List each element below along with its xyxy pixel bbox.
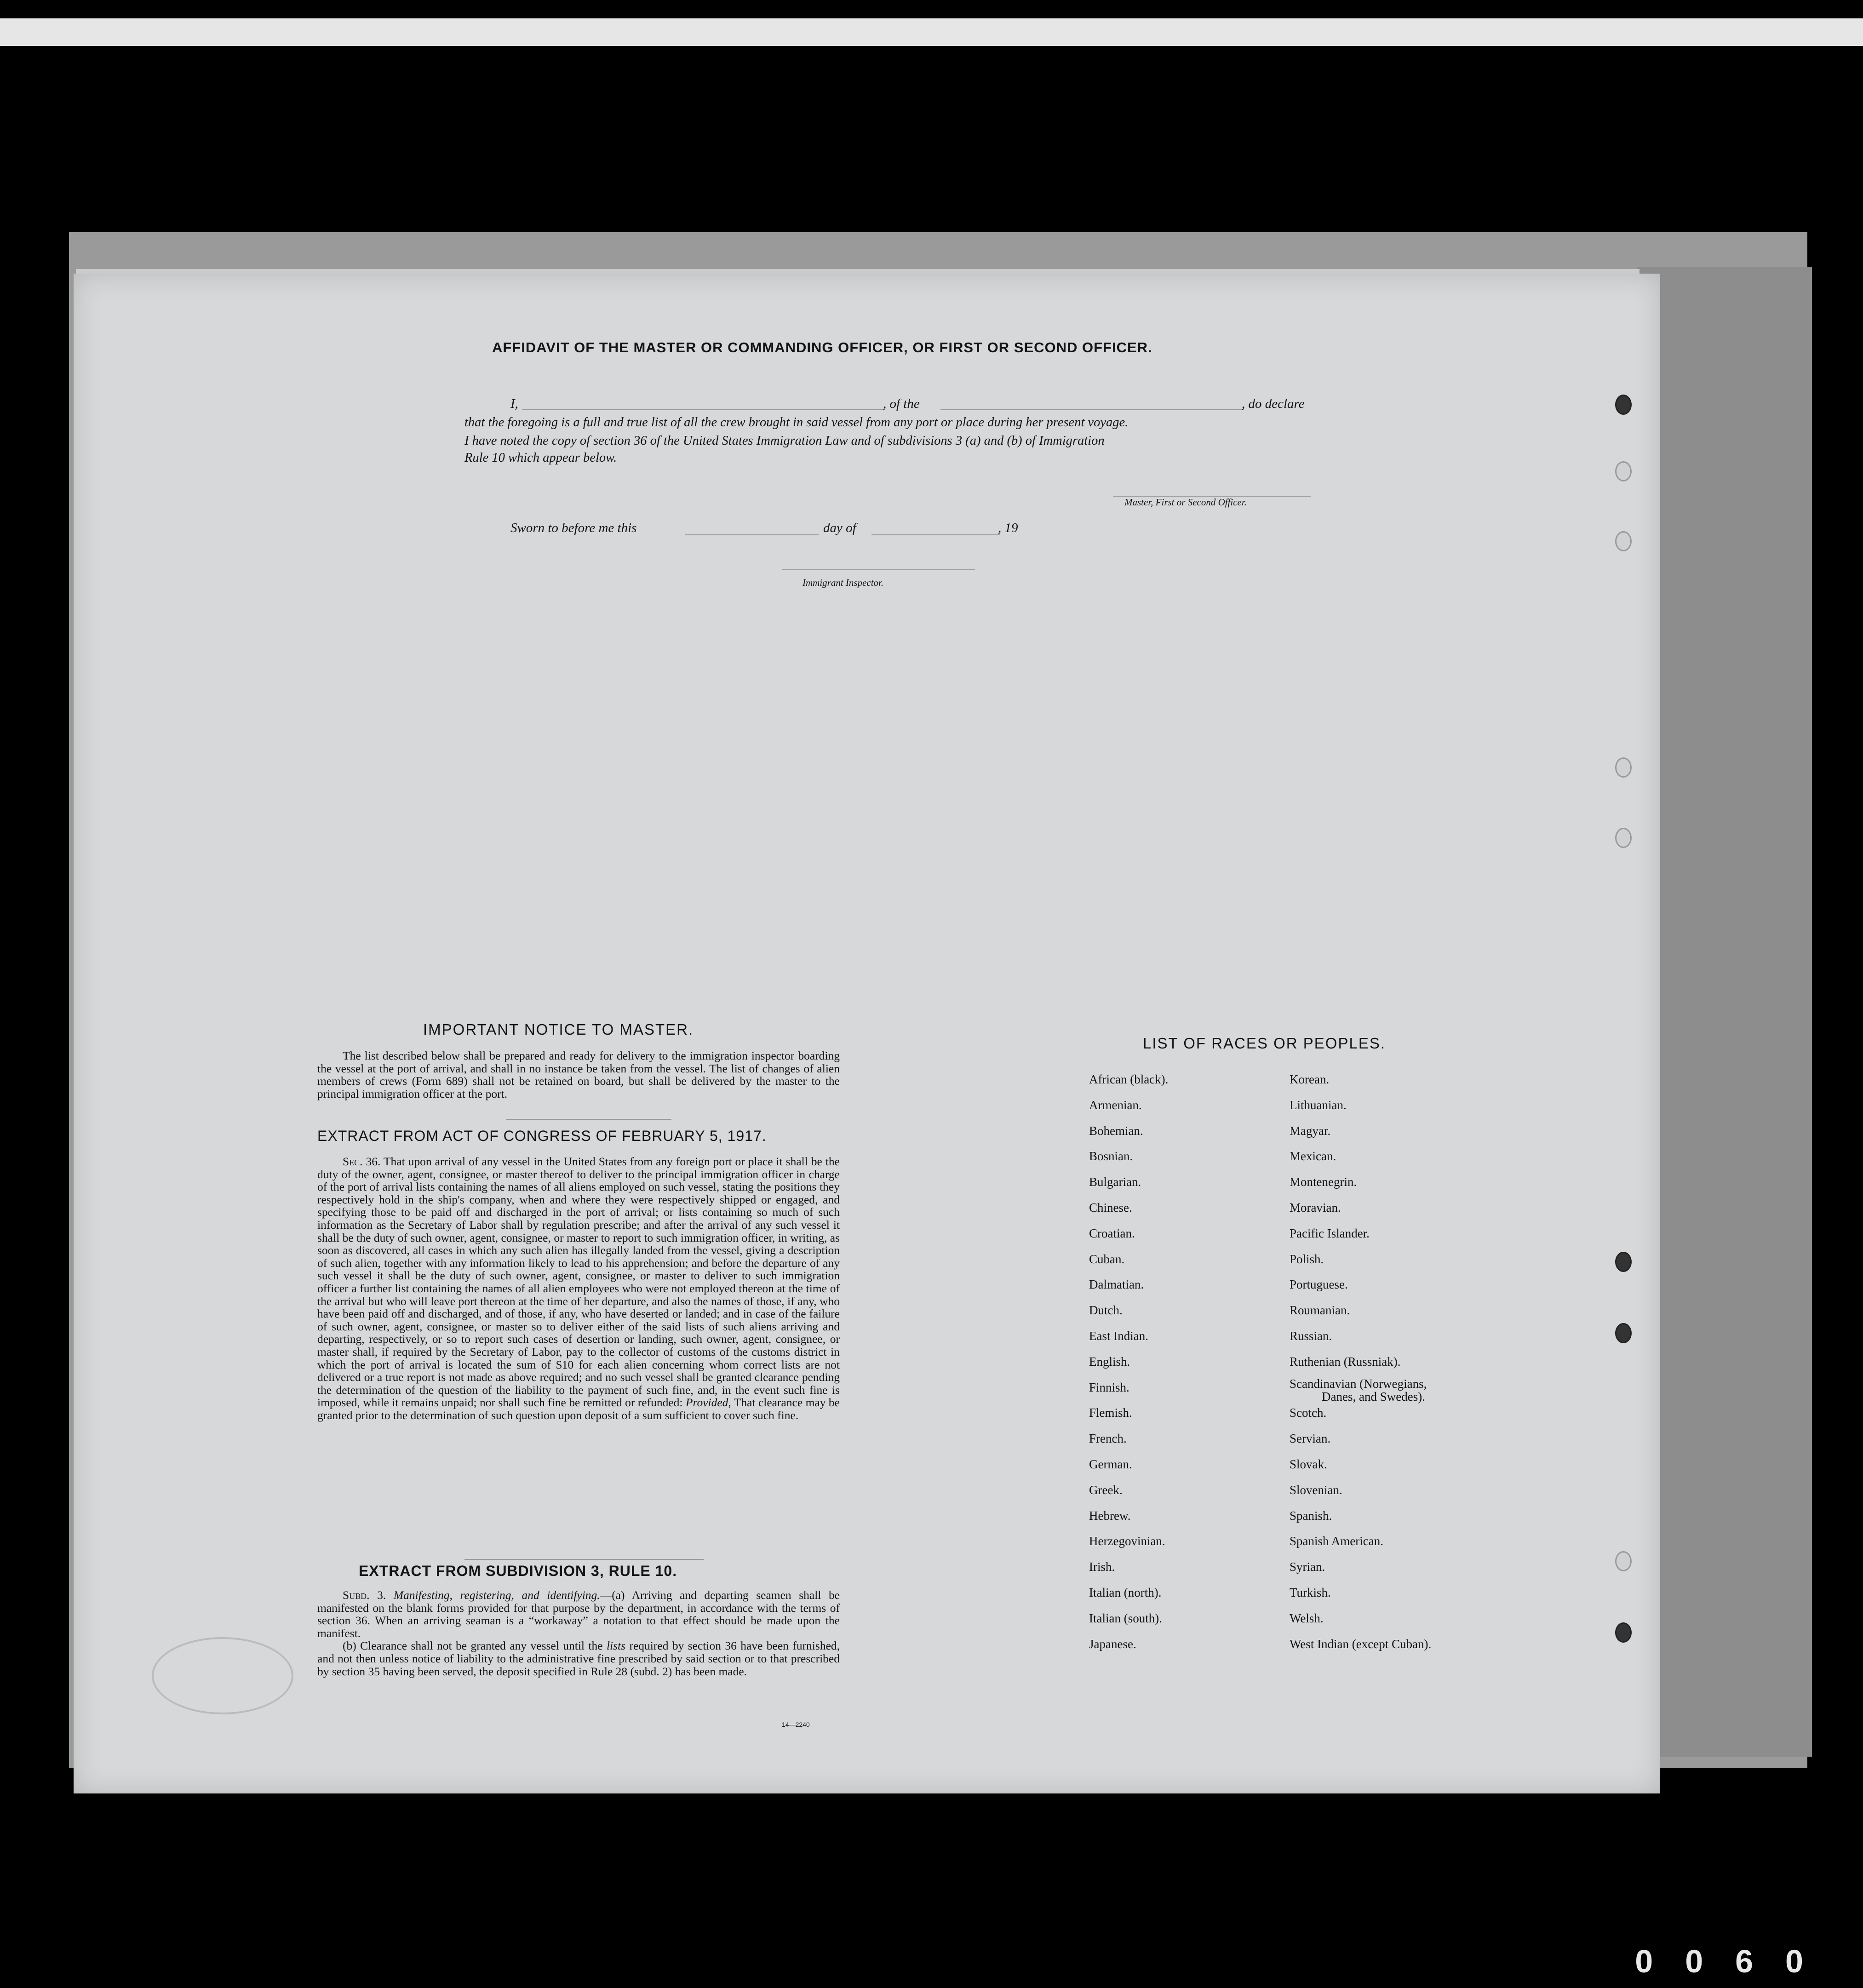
lists-word: lists (606, 1639, 626, 1653)
race-item: Welsh. (1290, 1611, 1324, 1625)
back-sheet-edge (1637, 267, 1812, 1757)
inspector-signature-line (782, 569, 975, 570)
race-item: Servian. (1290, 1432, 1331, 1446)
race-item: African (black). (1089, 1072, 1169, 1086)
film-strip (0, 18, 1863, 46)
notice-text (317, 1049, 840, 1100)
divider (506, 1119, 671, 1120)
binder-hole (1615, 1252, 1632, 1272)
race-item: Greek. (1089, 1483, 1123, 1497)
race-item: Bohemian. (1089, 1123, 1143, 1138)
race-item: Hebrew. (1089, 1508, 1131, 1523)
race-item: East Indian. (1089, 1329, 1148, 1343)
race-item: Montenegrin. (1290, 1175, 1357, 1189)
affidavit-line1-declare: , do declare (1242, 396, 1305, 411)
race-item: Bulgarian. (1089, 1175, 1141, 1189)
binder-hole (1615, 395, 1632, 415)
act-text-a: That upon arrival of any vessel in the United States from any foreign port or place it shall be the duty of the owner, agent, consignee, or master thereof to deliver to the principal immigration officer in charge of the port of arrival lists containing the names of all aliens employed on such vessel, stating the positions they respectively hold in the ship's company, when and where they were respectively shipped or engaged, and specifying those to be paid off and discharged in the port of arrival; or lists containing so much of such information as the Secretary of Labor shall by regulation prescribe; and after the arrival of any such vessel it shall be the duty of such owner, agent, consignee, or master to report to such immigration officer, in writing, as soon as discovered, all cases in which any such alien has illegally landed from the vessel, giving a description of such alien, together with any information likely to lead to his apprehension; and before the departure of any such vessel it shall be the duty of such owner, agent, consignee, or master to deliver to such immigration officer a further list containing the names of all alien employees who were not employed thereon at the time of the arrival but who will leave port thereon at the time of her departure, and also the names of those, if any, who have been paid off and discharged, and of those, if any, who have deserted or landed; and in case of the failure of such owner, agent, consignee, or master so to deliver either of the said lists of such aliens arriving and departing, respectively, or so to report such cases of desertion or landing, such owner, agent, consignee, or master shall, if required by the Secretary of Labor, pay to the collector of customs of the customs district in which the port of arrival is located the sum of $10 for each alien concerning whom correct lists are not delivered or a true report is not made as above required; and no such vessel shall be granted clearance pending the determination of the question of the liability to the payment of such fine, and, in the event such fine is imposed, while it remains unpaid; nor shall such fine be remitted or refunded: (317, 1155, 840, 1409)
race-item: Magyar. (1290, 1123, 1331, 1138)
act-title: EXTRACT FROM ACT OF CONGRESS OF FEBRUARY 5, 1917. (317, 1128, 767, 1144)
affidavit-line4: Rule 10 which appear below. (464, 451, 617, 465)
race-item: Spanish American. (1290, 1534, 1383, 1548)
affidavit-line1-i: I, (510, 396, 518, 411)
binder-hole (1615, 1622, 1632, 1643)
binder-hole (1615, 1551, 1632, 1571)
race-item: Armenian. (1089, 1098, 1142, 1112)
divider (464, 1559, 704, 1560)
race-item: Slovenian. (1290, 1483, 1342, 1497)
day-of-text: day of (823, 521, 856, 535)
race-item: Moravian. (1290, 1201, 1341, 1215)
race-item: Syrian. (1290, 1560, 1325, 1574)
form-number: 14—2240 (782, 1721, 810, 1728)
vessel-blank (940, 409, 1244, 410)
document-page (74, 274, 1660, 1793)
affidavit-line2: that the foregoing is a full and true list of all the crew brought in said vessel from any port or place during her present voyage. (464, 415, 1129, 430)
race-item: Portuguese. (1290, 1278, 1348, 1292)
binder-hole (1615, 757, 1632, 778)
act-text (317, 1155, 840, 1421)
rule-text-b1: (b) Clearance shall not be granted any vessel until the (343, 1639, 603, 1653)
race-item: Croatian. (1089, 1226, 1135, 1240)
affidavit-title: AFFIDAVIT OF THE MASTER OR COMMANDING OFFICER, OR FIRST OR SECOND OFFICER. (492, 339, 1152, 355)
race-item: Flemish. (1089, 1406, 1132, 1420)
rule-paragraph-a (317, 1589, 840, 1639)
sworn-text: Sworn to before me this (510, 521, 637, 535)
race-item: Polish. (1290, 1252, 1324, 1266)
race-item: Italian (south). (1089, 1611, 1162, 1625)
rule-title: EXTRACT FROM SUBDIVISION 3, RULE 10. (359, 1563, 677, 1579)
race-item: West Indian (except Cuban). (1290, 1637, 1432, 1651)
race-item: Japanese. (1089, 1637, 1136, 1651)
race-item: Pacific Islander. (1290, 1226, 1370, 1240)
race-item: Irish. (1089, 1560, 1115, 1574)
name-blank (522, 409, 885, 410)
rule-text-b2: required by section 36 have been furnished, and not then unless notice of liability to the administrative fine prescribed by said section or to that prescribed by section 35 having been served, the deposit specified in Rule 28 (subd. 2) has been made. (317, 1639, 840, 1678)
race-item: Finnish. (1089, 1380, 1129, 1394)
subd-label: Subd. 3. (343, 1588, 386, 1602)
race-item: Italian (north). (1089, 1586, 1162, 1599)
race-item: Spanish. (1290, 1508, 1332, 1523)
sec-label: Sec. 36. (343, 1155, 381, 1168)
subd-title: Manifesting, registering, and identifying. (393, 1588, 600, 1602)
binder-hole (1615, 531, 1632, 551)
inspector-label: Immigrant Inspector. (803, 577, 884, 588)
race-item: Bosnian. (1089, 1149, 1133, 1163)
rule-paragraph-b (317, 1639, 840, 1678)
notice-title: IMPORTANT NOTICE TO MASTER. (423, 1021, 694, 1038)
binder-hole (1615, 828, 1632, 848)
binder-hole (1615, 1323, 1632, 1343)
act-text-b: That clearance may be granted prior to the determination of such question upon deposit of a sum sufficient to cover such fine. (317, 1396, 840, 1422)
affidavit-line3: I have noted the copy of section 36 of the United States Immigration Law and of subdivisions 3 (a) and (b) of Immigration (464, 434, 1105, 448)
race-item: German. (1089, 1457, 1132, 1471)
race-item: Russian. (1290, 1329, 1332, 1343)
race-item: Chinese. (1089, 1201, 1132, 1215)
race-item: Scotch. (1290, 1406, 1327, 1420)
race-item: Scandinavian (Norwegians, (1290, 1376, 1427, 1391)
race-item: Turkish. (1290, 1586, 1331, 1599)
faded-stamp (152, 1637, 293, 1714)
master-label: Master, First or Second Officer. (1124, 497, 1247, 508)
race-item: Lithuanian. (1290, 1098, 1347, 1112)
race-item: Dalmatian. (1089, 1278, 1144, 1292)
race-item: Dutch. (1089, 1303, 1123, 1318)
rule-text-a: —(a) Arriving and departing seamen shall be manifested on the blank forms provided for that purpose by the department, in accordance with the terms of section 36. When an arriving seaman is a “workaway” a notation to that effect should be made upon the manifest. (317, 1588, 840, 1640)
race-item: Ruthenian (Russniak). (1290, 1354, 1401, 1369)
day-blank (685, 534, 819, 535)
race-item: Slovak. (1290, 1457, 1327, 1471)
binder-hole (1615, 461, 1632, 481)
rule-text (317, 1589, 840, 1678)
race-item: Cuban. (1089, 1252, 1125, 1266)
race-item: Roumanian. (1290, 1303, 1350, 1318)
races-title: LIST OF RACES OR PEOPLES. (1143, 1035, 1386, 1052)
frame-number: 0060 (1635, 1943, 1835, 1979)
race-item: Mexican. (1290, 1149, 1336, 1163)
affidavit-line1-of: , of the (883, 396, 920, 411)
race-item: French. (1089, 1432, 1127, 1446)
notice-paragraph: The list described below shall be prepared and ready for delivery to the immigration inspector boarding the vessel at the port of arrival, and shall in no instance be taken from the vessel. The list of changes of alien members of crews (Form 689) shall not be retained on board, but shall be delivered by the master to the principal immigration officer at the port. (317, 1049, 840, 1100)
month-blank (871, 534, 1000, 535)
race-item: Danes, and Swedes). (1322, 1389, 1425, 1404)
provided-word: Provided, (685, 1396, 731, 1409)
year-text: , 19 (998, 521, 1018, 535)
race-item: Herzegovinian. (1089, 1534, 1165, 1548)
race-item: English. (1089, 1354, 1130, 1369)
race-item: Korean. (1290, 1072, 1330, 1086)
act-paragraph (317, 1155, 840, 1421)
